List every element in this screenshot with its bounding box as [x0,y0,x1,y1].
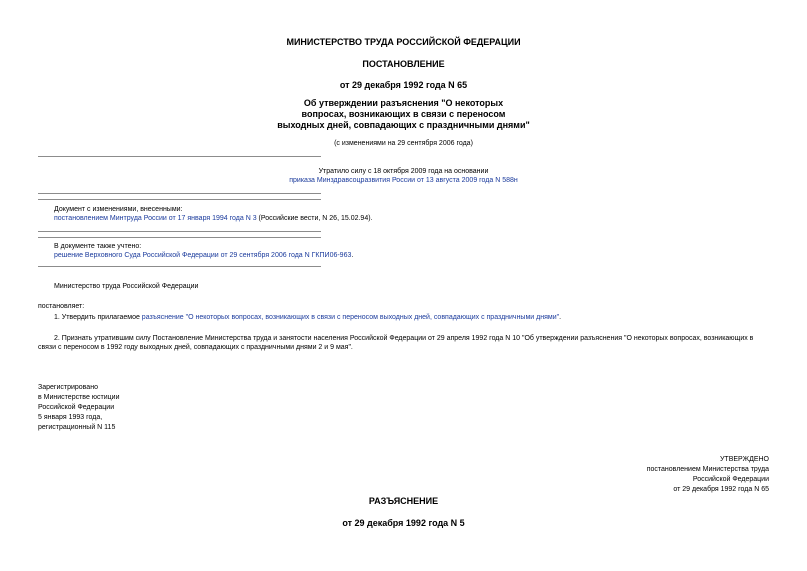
item-1-suffix: . [559,314,562,321]
registration-line: Российской Федерации [38,404,115,411]
document-type: ПОСТАНОВЛЕНИЕ [362,59,445,69]
approval-line: постановлением Министерства труда [646,466,769,473]
divider [38,193,321,194]
title-line: Об утверждении разъяснения "О некоторых [303,98,504,108]
document-date-number: от 29 декабря 1992 года N 65 [339,80,468,90]
item-1 [54,313,774,322]
changes-label: Документ с изменениями, внесенными: [54,206,183,213]
approval-block [647,455,769,495]
registration-line: регистрационный N 115 [38,424,116,431]
title-line: выходных дней, совпадающих с праздничными днями" [277,120,530,130]
document-title [0,98,807,131]
divider [38,231,321,232]
considered-block [54,242,774,260]
registration-block [38,383,119,433]
repeal-status-text: Утратило силу с 18 октября 2009 года на основании [318,168,489,175]
clarification-link[interactable]: разъяснение "О некоторых вопросах, возникающих в связи с переносом выходных дней, совпадающих с праздничными днями" [141,314,560,321]
divider [38,237,321,238]
appendix-date-number: от 29 декабря 1992 года N 5 [342,518,465,528]
repeal-order-link[interactable]: приказа Минздравсоцразвития России от 13 августа 2009 года N 588н [289,177,518,184]
repeal-status [0,167,807,185]
changes-tail: (Российские вести, N 26, 15.02.94). [256,215,373,222]
title-line: вопросах, возникающих в связи с переносом [301,109,506,119]
approval-line: Российской Федерации [692,476,769,483]
decrees-label: постановляет: [38,303,85,310]
registration-line: в Министерстве юстиции [38,394,120,401]
divider [38,199,321,200]
changes-link[interactable]: постановлением Минтруда России от 17 января 1994 года N 3 [54,215,257,222]
considered-label: В документе также учтено: [54,243,142,250]
divider [38,266,321,267]
divider [38,156,321,157]
appendix-title: РАЗЪЯСНЕНИЕ [368,496,439,506]
issuer: Министерство труда Российской Федерации [54,283,199,290]
registration-line: Зарегистрировано [38,384,98,391]
considered-tail: . [351,252,354,259]
item-1-prefix: 1. Утвердить прилагаемое [54,314,142,321]
supreme-court-decision-link[interactable]: решение Верховного Суда Российской Федерации от 29 сентября 2006 года N ГКПИ06-963 [54,252,352,259]
approval-line: УТВЕРЖДЕНО [719,456,769,463]
approval-line: от 29 декабря 1992 года N 65 [673,486,769,493]
changes-block [54,205,774,223]
item-2: 2. Признать утратившим силу Постановление Министерства труда и занятости населения Российской Федерации от 29 апреля 1992 года N 10 "Об утверждении разъяснения "О некоторых вопросах, возникающих в связи с переносом в 1992 году выходных дней, совпадающих с праздничными днями 2 и 9 мая". [38,335,754,351]
amendments-note: (с изменениями на 29 сентября 2006 года) [334,140,473,147]
ministry-title: МИНИСТЕРСТВО ТРУДА РОССИЙСКОЙ ФЕДЕРАЦИИ [286,37,521,47]
registration-line: 5 января 1993 года, [38,414,103,421]
